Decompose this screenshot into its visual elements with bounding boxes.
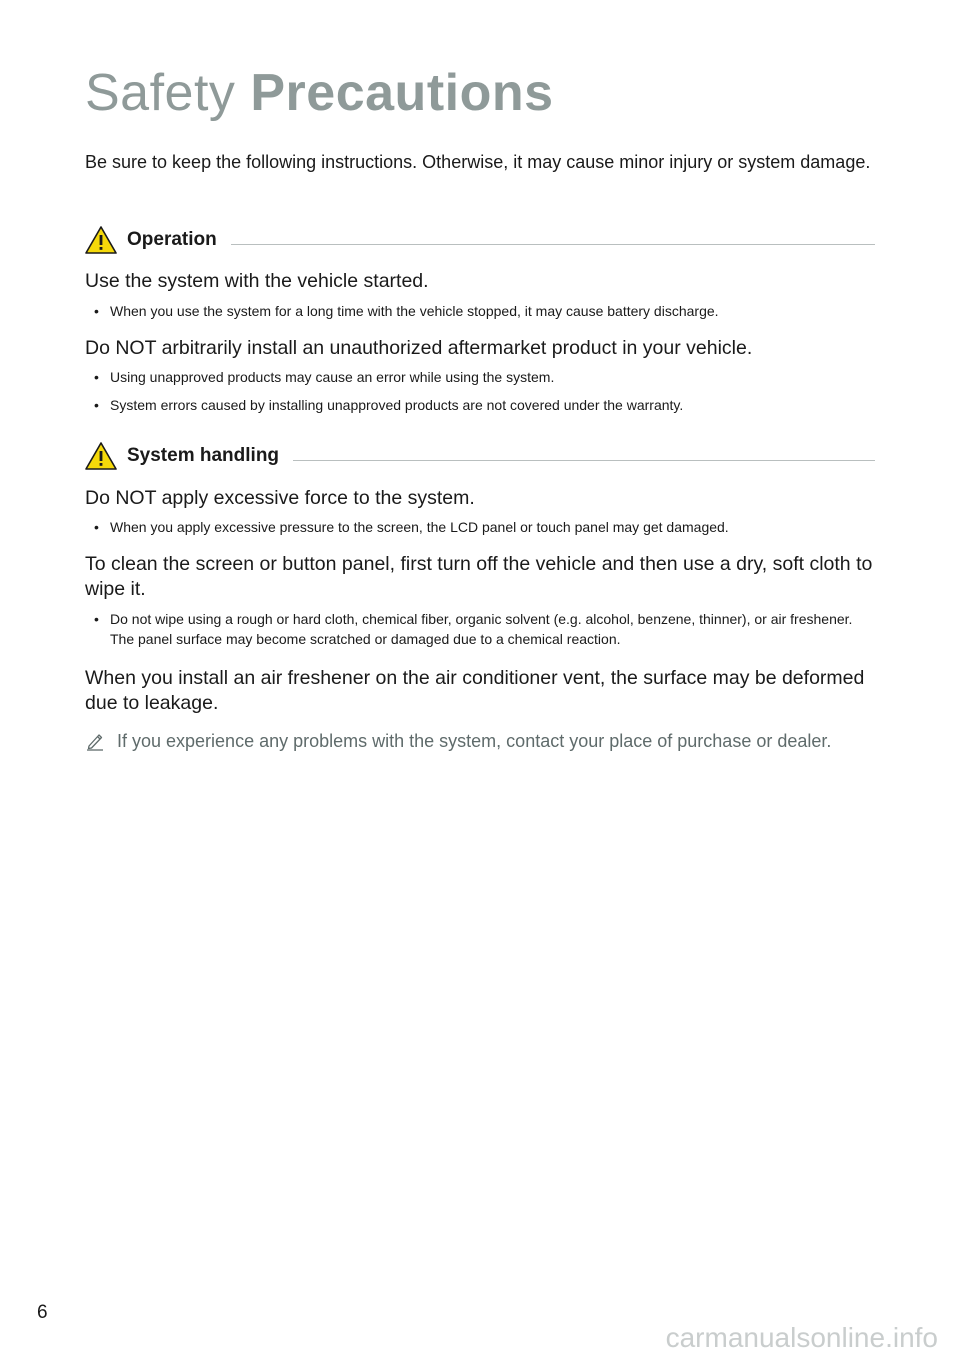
bullet-item: • System errors caused by installing unapproved products are not covered under the warranty. <box>94 397 684 413</box>
precaution-heading: When you install an air freshener on the air conditioner vent, the surface may be deformed due to leakage. <box>85 667 865 714</box>
bullet-text: Do not wipe using a rough or hard cloth, chemical fiber, organic solvent (e.g. alcohol, benzene, thinner), or air freshener. The panel surface may become scratched or damaged due to a chemical reaction. <box>110 611 853 647</box>
note <box>85 728 885 754</box>
section-header-operation <box>85 225 875 255</box>
page-number: 6 <box>37 1302 48 1323</box>
bullet-item: • Using unapproved products may cause an error while using the system. <box>94 369 555 385</box>
section-divider <box>231 244 875 245</box>
precaution-heading: Do NOT apply excessive force to the system. <box>85 487 475 509</box>
intro-paragraph: Be sure to keep the following instructions. Otherwise, it may cause minor injury or system damage. <box>85 152 871 172</box>
warning-triangle-icon <box>85 442 117 470</box>
section-title: Operation <box>127 229 217 250</box>
section-header-system-handling <box>85 441 875 471</box>
page-title-light: Safety <box>85 64 236 122</box>
watermark: carmanualsonline.info <box>665 1322 938 1353</box>
page-title-bold: Precautions <box>250 64 554 122</box>
bullet-item: • When you apply excessive pressure to the screen, the LCD panel or touch panel may get damaged. <box>94 519 729 535</box>
bullet-item: • When you use the system for a long time with the vehicle stopped, it may cause battery discharge. <box>94 303 719 319</box>
bullet-text: Using unapproved products may cause an error while using the system. <box>110 369 555 385</box>
precaution-heading: To clean the screen or button panel, first turn off the vehicle and then use a dry, soft cloth to wipe it. <box>85 553 873 600</box>
pencil-note-icon <box>85 731 105 751</box>
bullet-item: • Do not wipe using a rough or hard cloth, chemical fiber, organic solvent (e.g. alcohol, benzene, thinner), or air freshener. The panel surface may become scratched or damaged due to a chemical reaction. <box>94 611 853 647</box>
precaution-heading: Use the system with the vehicle started. <box>85 270 429 292</box>
bullet-text: When you use the system for a long time with the vehicle stopped, it may cause battery discharge. <box>110 303 719 319</box>
bullet-text: System errors caused by installing unapproved products are not covered under the warranty. <box>110 397 684 413</box>
warning-triangle-icon <box>85 226 117 254</box>
precaution-heading: Do NOT arbitrarily install an unauthorized aftermarket product in your vehicle. <box>85 337 753 359</box>
section-title: System handling <box>127 445 280 466</box>
note-text: If you experience any problems with the system, contact your place of purchase or dealer. <box>117 730 832 751</box>
page-title <box>85 58 554 128</box>
bullet-text: When you apply excessive pressure to the screen, the LCD panel or touch panel may get damaged. <box>110 519 729 535</box>
section-divider <box>293 460 875 461</box>
